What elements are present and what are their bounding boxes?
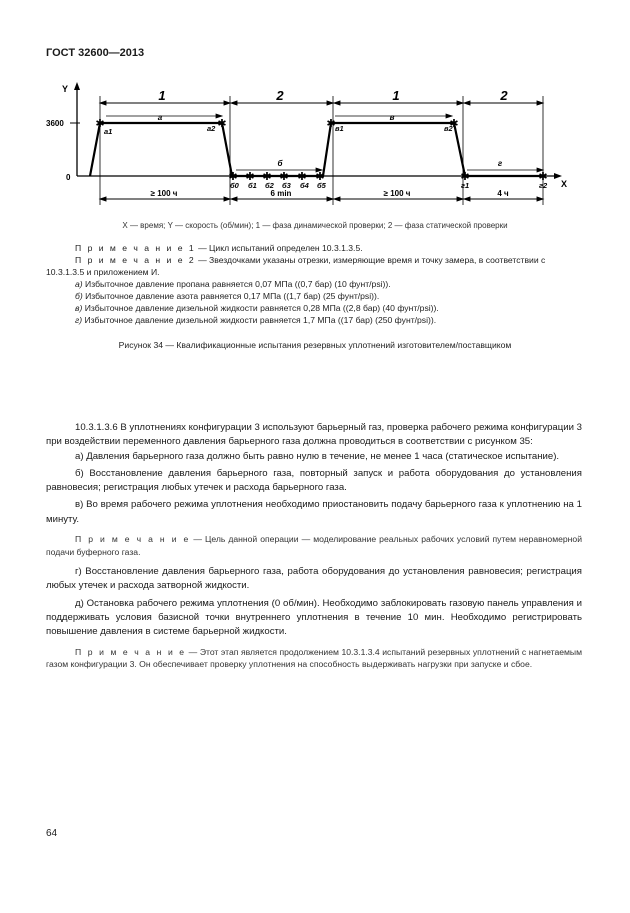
note-label: П р и м е ч а н и е 1 xyxy=(75,243,196,253)
phase-label-1b: 1 xyxy=(392,88,400,103)
item-mark: г) xyxy=(75,315,83,325)
duration-6min: 6 min xyxy=(270,189,292,198)
figure-note-item-v xyxy=(75,302,439,314)
phase-label-2b: 2 xyxy=(500,88,508,103)
y-level-label: 3600 xyxy=(46,119,64,128)
item-mark: в) xyxy=(75,303,83,313)
segment-b-label: б xyxy=(277,159,283,168)
point-v1: в1 xyxy=(335,124,344,133)
cycle-curve xyxy=(90,123,545,176)
star-marker: ✱ xyxy=(297,170,307,183)
duration-4h: 4 ч xyxy=(497,189,509,198)
note-text: — Цикл испытаний определен 10.3.1.3.5. xyxy=(195,243,363,253)
figure-note-2 xyxy=(46,254,582,278)
star-marker: ✱ xyxy=(279,170,289,183)
figure-note-1 xyxy=(75,242,363,254)
figure-note-item-a xyxy=(75,278,391,290)
note-3 xyxy=(46,533,582,558)
point-b3: б3 xyxy=(282,181,291,190)
origin-label: 0 xyxy=(66,173,71,182)
main-text xyxy=(46,421,582,671)
note-4 xyxy=(46,646,582,671)
phase-label-2a: 2 xyxy=(276,88,284,103)
note-label: П р и м е ч а н и е xyxy=(75,534,191,545)
paragraph-b: б) Восстановление давления барьерного газа, повторный запуск и работа оборудования до установления равновесия; регистрация любых утечек и расхода барьерного газа. xyxy=(46,467,582,494)
segment-v-label: в xyxy=(389,113,395,122)
star-marker: ✱ xyxy=(245,170,255,183)
phase-label-1a: 1 xyxy=(158,88,166,103)
point-a1: а1 xyxy=(104,127,113,136)
point-b1: б1 xyxy=(248,181,257,190)
segment-g-label: г xyxy=(497,159,503,168)
point-b0: б0 xyxy=(230,181,239,190)
star-marker: ✱ xyxy=(538,170,548,183)
document-header: ГОСТ 32600—2013 xyxy=(46,47,145,59)
y-axis-label: Y xyxy=(62,84,69,94)
note-label: П р и м е ч а н и е 2 xyxy=(75,255,196,265)
point-b2: б2 xyxy=(265,181,274,190)
paragraph-g: г) Восстановление давления барьерного газа, работа оборудования до установления равновесия; регистрация любых утечек и расхода затворной жидкости. xyxy=(46,566,582,592)
star-marker: ✱ xyxy=(449,117,459,130)
item-text: Избыточное давление азота равняется 0,17 МПа ((1,7 бар) (25 фунт/psi)). xyxy=(82,291,380,301)
page-number: 64 xyxy=(46,828,58,839)
point-g1: г1 xyxy=(461,181,470,190)
star-marker: ✱ xyxy=(228,170,238,183)
point-b5: б5 xyxy=(317,181,326,190)
star-marker: ✱ xyxy=(315,170,325,183)
item-text: Избыточное давление дизельной жидкости равняется 0,28 МПа ((2,8 бар) (40 фунт/psi)). xyxy=(82,303,439,313)
note-text: — Цель данной операции — моделирование реальных рабочих условий путем неравномерной подачи буферного газа. xyxy=(46,534,582,557)
note-text: — Звездочками указаны отрезки, измеряющие время и точку замера, в соответствии с 10.3.1.3.5 и приложением И. xyxy=(46,255,546,277)
note-label: П р и м е ч а н и е xyxy=(75,646,187,657)
star-marker: ✱ xyxy=(326,117,336,130)
figure-caption: Рисунок 34 — Квалификационные испытания резервных уплотнений изготовителем/поставщиком xyxy=(118,340,512,350)
point-b4: б4 xyxy=(300,181,309,190)
star-marker: ✱ xyxy=(95,117,105,130)
paragraph-10-3-1-3-6: 10.3.1.3.6 В уплотнениях конфигурации 3 используют барьерный газ, проверка рабочего режима конфигурации 3 при воздействии переменного давления барьерного газа должна проводиться в соответствии с рисунком 35: xyxy=(46,422,582,448)
segment-a-label: а xyxy=(157,113,163,122)
paragraph-d: д) Остановка рабочего режима уплотнения (0 об/мин). Необходимо заблокировать газовую панель управления и поддерживать условия базисной точки внутреннего уплотнения в течение 10 мин. Необходимо регистрировать повышение давления в системе барьерной жидкости. xyxy=(46,597,582,638)
item-text: Избыточное давление дизельной жидкости равняется 1,7 МПа ((17 бар) (250 фунт/psi)). xyxy=(82,315,437,325)
star-marker: ✱ xyxy=(217,117,227,130)
duration-100h-1: ≥ 100 ч xyxy=(150,189,178,198)
point-v2: в2 xyxy=(444,124,453,133)
paragraph-v: в) Во время рабочего режима уплотнения необходимо приостановить подачу барьерного газа к уплотнению на 1 минуту. xyxy=(46,499,582,525)
figure-note-item-g xyxy=(75,314,436,326)
test-cycle-diagram xyxy=(0,0,630,230)
note-text: — Этот этап является продолжением 10.3.1.3.4 испытаний резервных уплотнений с нагнетаемым газом конфигурации 3. Он обеспечивает проверку уплотнения на способность выдерживать нагрузки при запуске и сбое. xyxy=(46,646,582,670)
item-mark: б) xyxy=(75,291,83,301)
y-axis-arrow xyxy=(74,82,80,90)
point-a2: а2 xyxy=(207,124,216,133)
item-mark: а) xyxy=(75,279,83,289)
x-axis-label: X xyxy=(561,179,568,189)
figure-legend: X — время; Y — скорость (об/мин); 1 — фаза динамической проверки; 2 — фаза статической проверки xyxy=(122,221,508,230)
point-g2: г2 xyxy=(539,181,548,190)
star-marker: ✱ xyxy=(262,170,272,183)
paragraph-a: а) Давления барьерного газа должно быть равно нулю в течение, не менее 1 часа (статическое испытание). xyxy=(75,450,560,462)
figure-note-item-b xyxy=(75,290,379,302)
duration-100h-2: ≥ 100 ч xyxy=(383,189,411,198)
star-marker: ✱ xyxy=(460,170,470,183)
item-text: Избыточное давление пропана равняется 0,07 МПа ((0,7 бар) (10 фунт/psi)). xyxy=(82,279,391,289)
